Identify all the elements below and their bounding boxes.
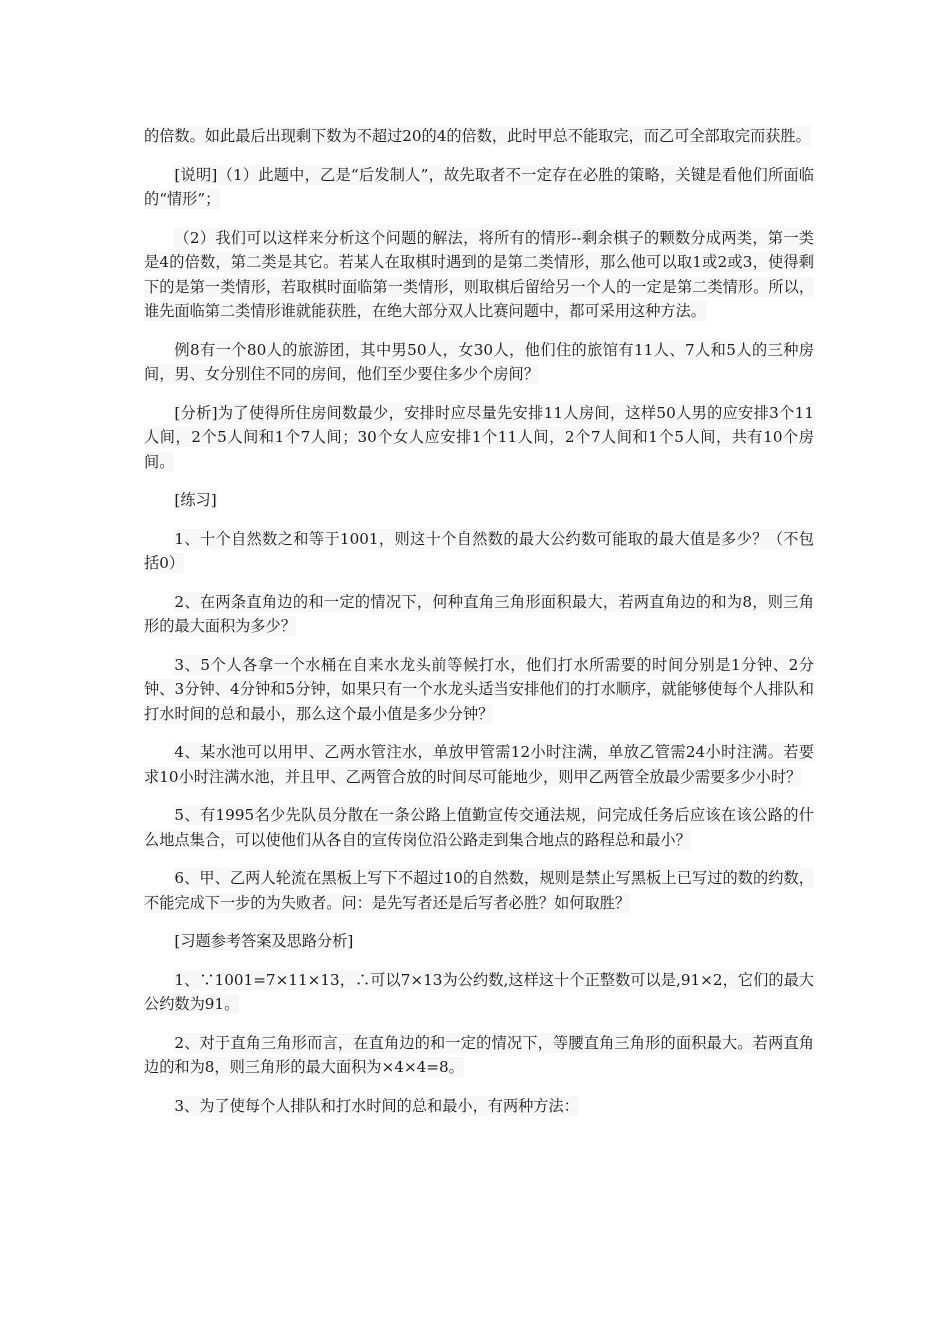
- answer-2: [144, 1031, 814, 1080]
- paragraph-text: 1、∵1001=7×11×13，∴可以7×13为公约数,这样这十个正整数可以是,91×2，它们的最大公约数为91。: [144, 970, 814, 1013]
- exercise-6: [144, 866, 814, 915]
- paragraph-text: [分析]为了使得所住房间数最少，安排时应尽量先安排11人房间，这样50人男的应安排3个11人间，2个5人间和1个7人间；30个女人应安排1个11人间，2个7人间和1个5人间，共有10个房间。: [144, 403, 814, 471]
- paragraph-text: 2、对于直角三角形而言，在直角边的和一定的情况下，等腰直角三角形的面积最大。若两直角边的和为8，则三角形的最大面积为×4×4=8。: [144, 1033, 814, 1076]
- exercise-5: [144, 803, 814, 852]
- paragraph-note-2: [144, 226, 814, 324]
- exercise-1: [144, 527, 814, 576]
- paragraph-text: 3、5个人各拿一个水桶在自来水龙头前等候打水，他们打水所需要的时间分别是1分钟、2分钟、3分钟、4分钟和5分钟，如果只有一个水龙头适当安排他们的打水顺序，就能够使每个人排队和打水时间的总和最小，那么这个最小值是多少分钟？: [144, 655, 814, 723]
- paragraph-text: [练习]: [174, 491, 217, 509]
- paragraph-text: 3、为了使每个人排队和打水时间的总和最小，有两种方法：: [174, 1096, 579, 1115]
- paragraph-text: 5、有1995名少先队员分散在一条公路上值勤宣传交通法规，问完成任务后应该在该公路的什么地点集合，可以使他们从各自的宣传岗位沿公路走到集合地点的路程总和最小？: [144, 806, 814, 849]
- paragraph-text: [说明]（1）此题中，乙是“后发制人”，故先取者不一定存在必胜的策略，关键是看他们所面临的“情形”；: [144, 165, 814, 208]
- paragraph-text: [习题参考答案及思路分析]: [174, 932, 354, 950]
- exercise-3: [144, 653, 814, 727]
- paragraph-text: 6、甲、乙两人轮流在黑板上写下不超过10的自然数，规则是禁止写黑板上已写过的数的约数，不能完成下一步的为失败者。问：是先写者还是后写者必胜？如何取胜？: [144, 869, 814, 912]
- paragraph-analysis: [144, 401, 814, 475]
- paragraph-text: （2）我们可以这样来分析这个问题的解法，将所有的情形--剩余棋子的颗数分成两类，第一类是4的倍数，第二类是其它。若某人在取棋时遇到的是第二类情形，那么他可以取1或2或3，使得剩下的是第一类情形，若取棋时面临第一类情形，则取棋后留给另一个人的一定是第二类情形。所以，谁先面临第二类情形谁就能获胜，在绝大部分双人比赛问题中，都可采用这种方法。: [144, 228, 814, 320]
- section-heading-answers: [144, 929, 814, 954]
- exercise-4: [144, 740, 814, 789]
- paragraph-text: 2、在两条直角边的和一定的情况下，何种直角三角形面积最大，若两直角边的和为8，则三角形的最大面积为多少？: [144, 592, 814, 635]
- answer-3: [144, 1094, 814, 1119]
- paragraph-text: 1、十个自然数之和等于1001，则这十个自然数的最大公约数可能取的最大值是多少？（不包括0）: [144, 529, 814, 572]
- paragraph-text: 例8有一个80人的旅游团，其中男50人，女30人，他们住的旅馆有11人、7人和5人的三种房间，男、女分别住不同的房间，他们至少要住多少个房间？: [144, 340, 814, 383]
- paragraph-continuation: [144, 124, 814, 149]
- section-heading-exercises: [144, 488, 814, 513]
- exercise-2: [144, 590, 814, 639]
- paragraph-text: 4、某水池可以用甲、乙两水管注水，单放甲管需12小时注满，单放乙管需24小时注满。若要求10小时注满水池，并且甲、乙两管合放的时间尽可能地少，则甲乙两管全放最少需要多少小时？: [144, 743, 814, 786]
- paragraph-note-1: [144, 163, 814, 212]
- document-body: [144, 124, 814, 1132]
- paragraph-text: 的倍数。如此最后出现剩下数为不超过20的4的倍数，此时甲总不能取完，而乙可全部取完而获胜。: [144, 127, 811, 145]
- answer-1: [144, 968, 814, 1017]
- paragraph-example-8: [144, 338, 814, 387]
